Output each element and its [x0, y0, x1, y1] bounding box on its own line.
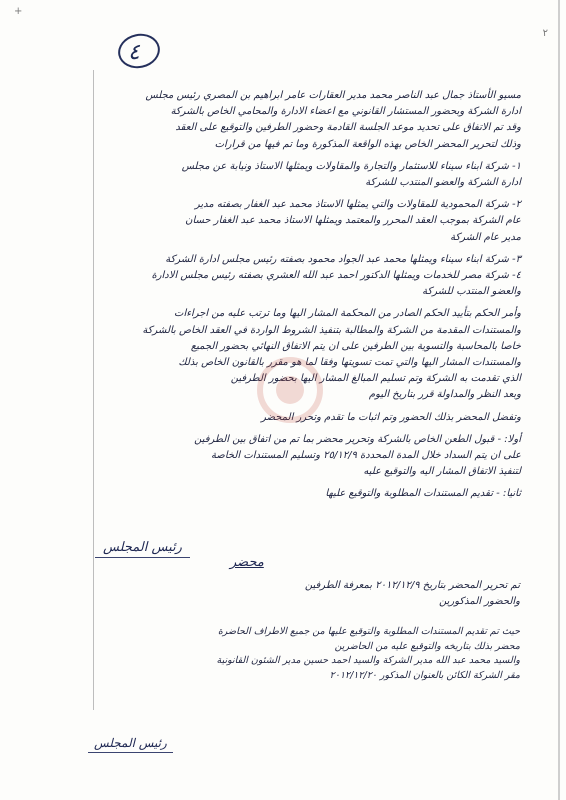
signature-second: رئيس المجلس: [88, 736, 173, 753]
closing-text: تم تحرير المحضر بتاريخ ٢٠١٢/١٢/٩ بمعرفة الطرفين والحضور المذكورين: [304, 580, 520, 607]
paragraph-note: وتفضل المحضر بذلك الحضور وتم اثبات ما تقدم وتحرر المحضر: [261, 411, 521, 423]
paragraph-second-decision: ثانيا: - تقديم المستندات المطلوبة والتوقيع عليها: [325, 488, 521, 500]
corner-mark-top-left: +: [14, 6, 23, 17]
paragraph-item-1: ١- شركة ابناء سيناء للاستثمار والتجارة والمقاولات ويمثلها الاستاذ ونيابة عن مجلس ادارة الشركة والعضو المنتدب للشركة: [181, 160, 521, 189]
handwritten-body: [96, 88, 521, 509]
scan-edge: [558, 0, 560, 800]
watermark-stamp: [255, 355, 325, 425]
page-number: ٤: [128, 40, 140, 65]
paragraph-first-decision: أولا: - قبول الطعن الخاص بالشركة وتحرير محضر بما تم من اتفاق بين الطرفين على ان يتم السداد خلال المدة المحددة ٢٥/١٢/٩ وتسليم المستندات الخاصة لتنفيذ الاتفاق المشار اليه والتوقيع عليه: [194, 433, 521, 478]
paragraph-item-2: ٢- شركة المحمودية للمقاولات والتي يمثلها الاستاذ محمد عبد الغفار بصفته مدير عام الشركة بموجب العقد المحرر والمعتمد ويمثلها الاستاذ محمد عبد الغفار حسان مدير عام الشركة: [185, 199, 521, 243]
closing-heading: محضر: [230, 555, 264, 570]
paragraph-ruling: وأمر الحكم بتأييد الحكم الصادر من المحكمة المشار اليها وما ترتب عليه من اجراءات والمستندات المقدمة من الشركة والمطالبة بتنفيذ الشروط الواردة في العقد الخاص بالشركة خاصا بالمحاسبة والتسوية بين الطرفين على ان يتم الاتفاق النهائي بحضور الجميع والمستندات المشار اليها والتي تمت تسويتها وفقا لما هو مقرر بالقانون الخاص بذلك الذي تقدمت به الشركة وتم تسليم المبالغ المشار اليها الطرفين وبعد النظر والمداولة قرر بتاريخ اليوم: [142, 308, 521, 401]
bottom-notes: حيث تم تقديم المستندات المطلوبة والتوقيع عليها من جميع الاطراف الحاضرة محضر بذلك بتاريخه والتوقيع عليه من الحاضرين والسيد محمد عبد الله مدير الشركة والسيد احمد حسين مدير الشئون القانونية مقر الشركة الكائن بالعنوان المذكور ٢٠١٢/١٢/٢٠: [216, 626, 520, 681]
paragraph-intro: مسيو الأستاذ جمال عبد الناصر محمد مدير العقارات عامر ابراهيم بن المصري رئيس مجلس ادارة الشركة وبحضور المستشار القانوني مع اعضاء الادارة والمحامي الخاص بالشركة وقد تم الاتفاق على تحديد موعد الجلسة القادمة وحضور الطرفين والتوقيع على العقد وذلك لتحرير المحضر الخاص بهذه الواقعة المذكورة وما تم فيها من قرارات: [145, 90, 521, 150]
margin-line: [93, 70, 94, 710]
signature-first: رئيس المجلس: [95, 540, 190, 558]
corner-mark-top-right: ٢: [542, 28, 548, 39]
paragraph-items-3-4: ٣- شركة ابناء سيناء ويمثلها محمد عبد الجواد محمود بصفته رئيس مجلس ادارة الشركة ٤- شركة مصر للخدمات ويمثلها الدكتور احمد عبد الله العشري بصفته رئيس مجلس الادارة والعضو المنتدب للشركة: [151, 253, 521, 298]
